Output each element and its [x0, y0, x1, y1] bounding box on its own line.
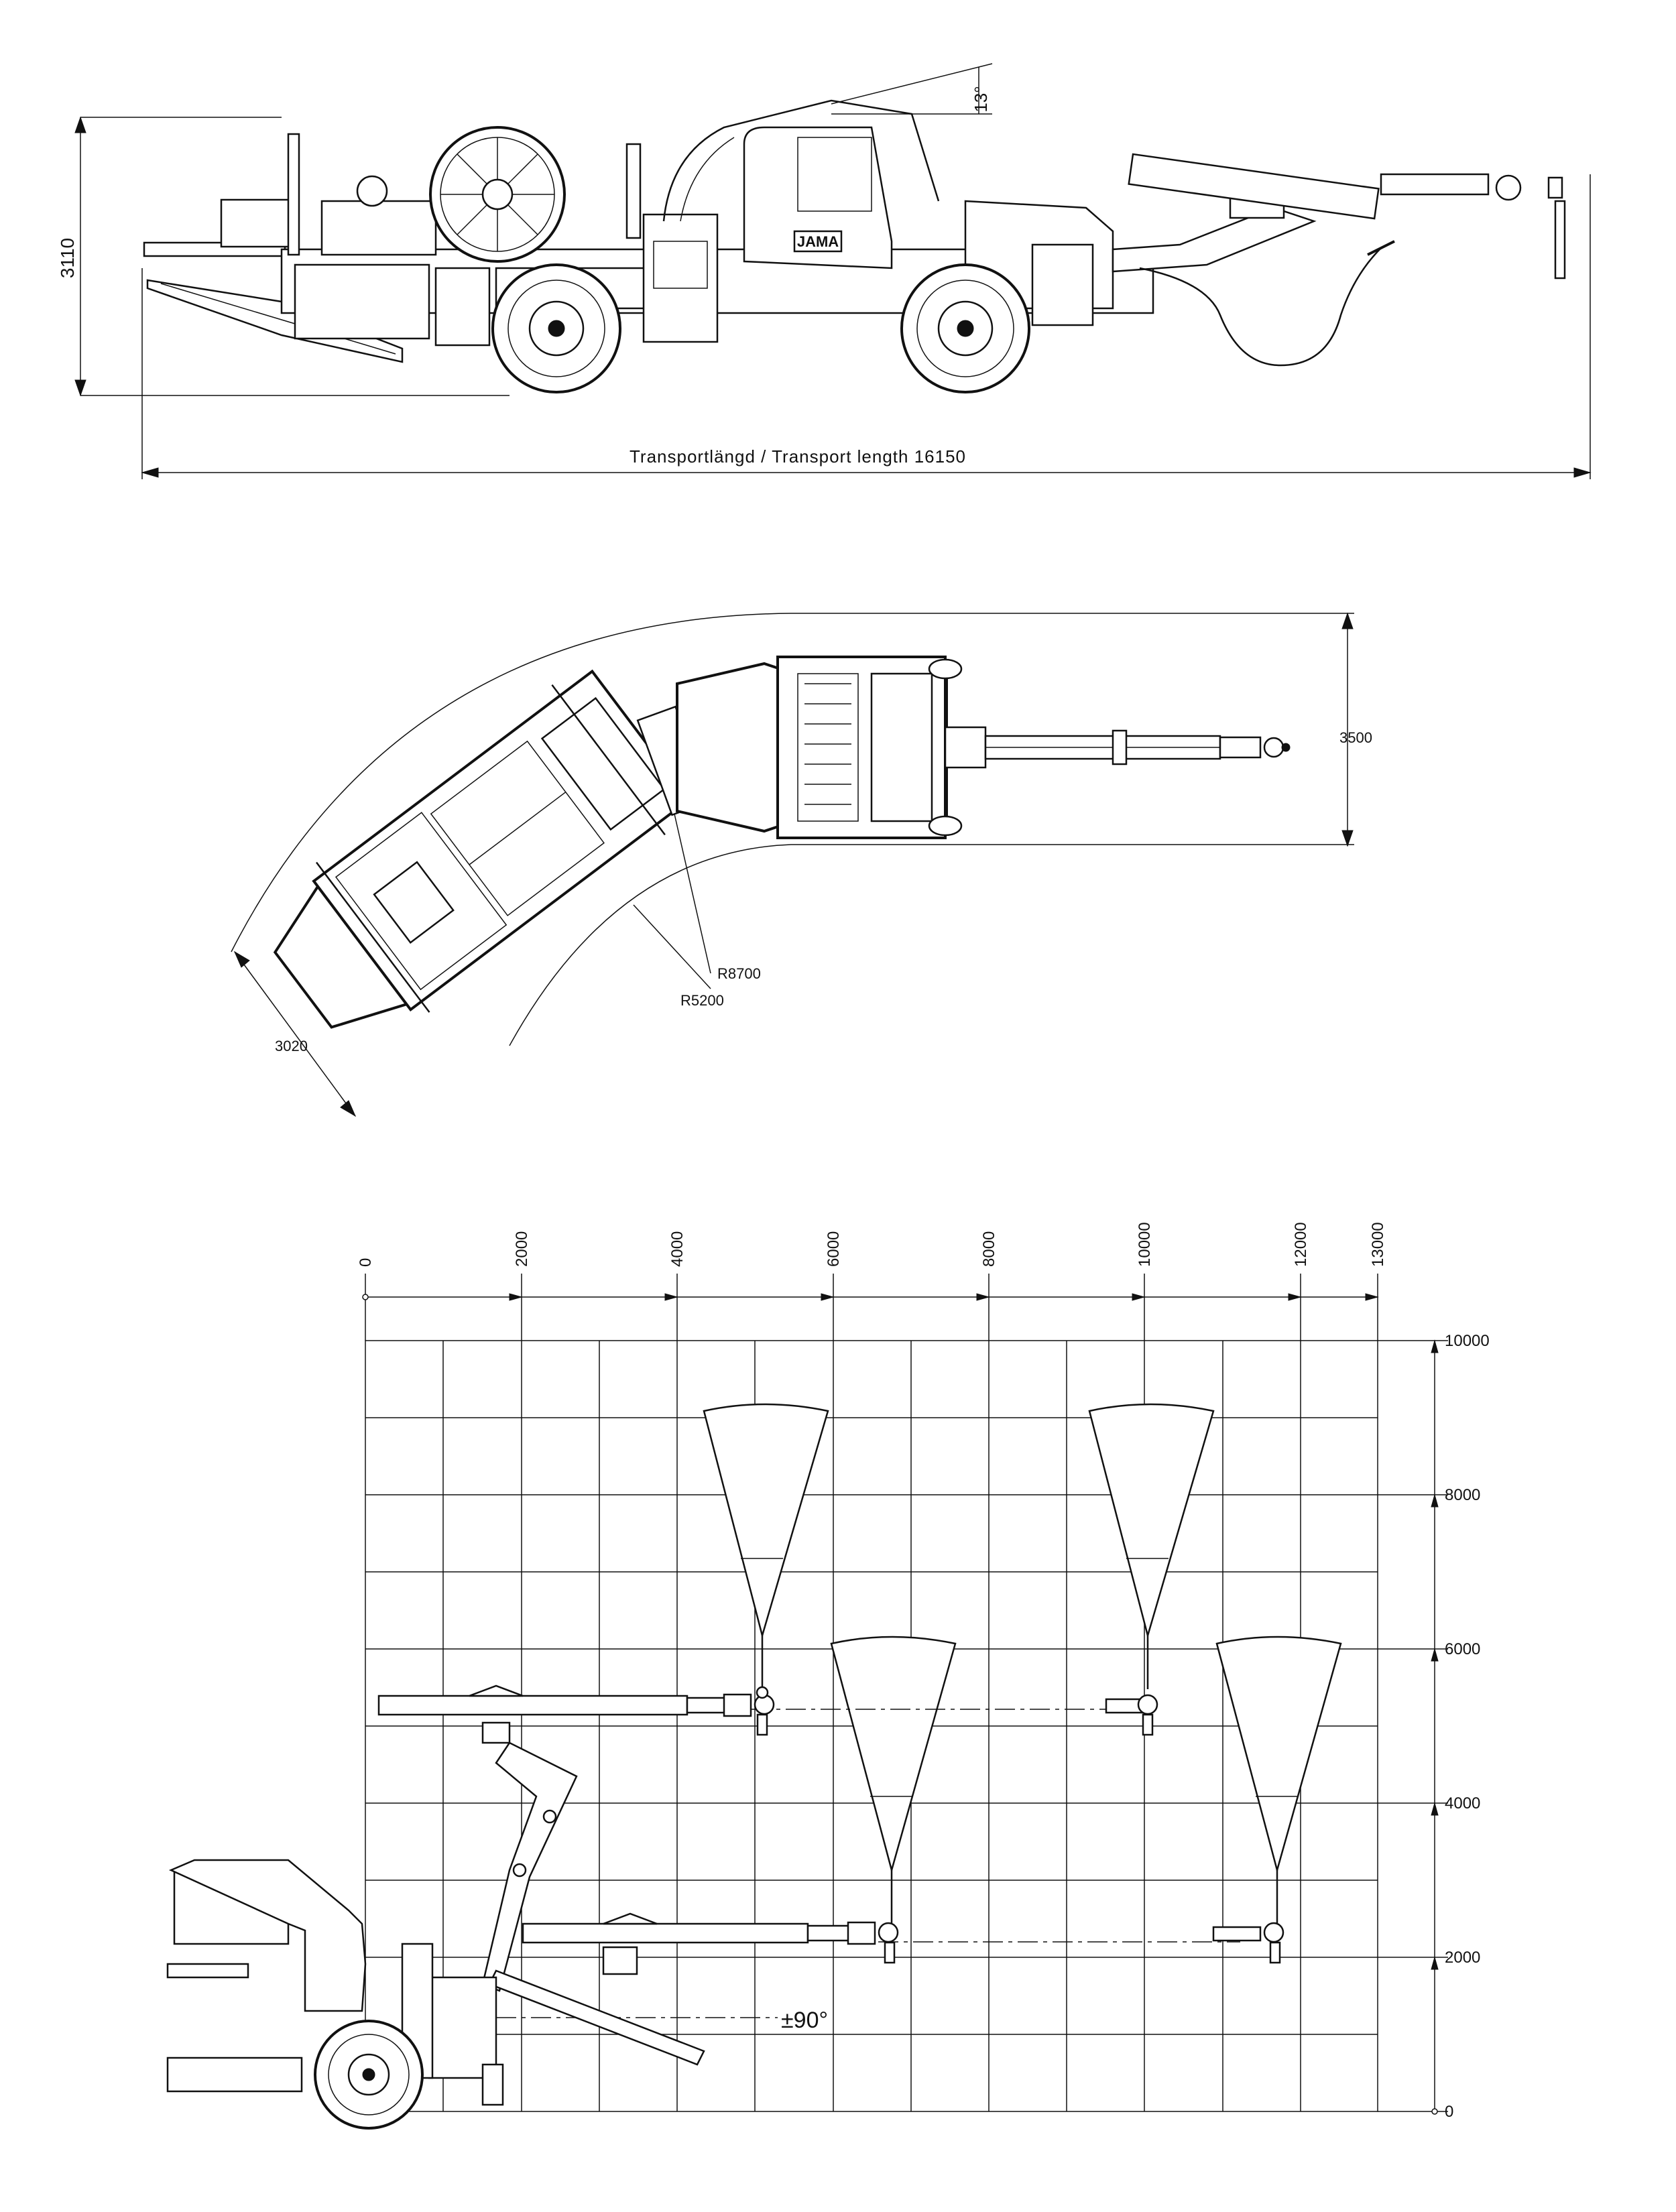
x-tick-label: 10000 [1136, 1222, 1154, 1267]
spray-cone [831, 1637, 955, 1924]
inner-radius-label: R5200 [680, 992, 724, 1009]
x-tick-label: 8000 [980, 1231, 998, 1267]
reach-diagram [168, 1222, 1490, 2128]
x-tick-label: 0 [357, 1257, 375, 1267]
y-tick-label: 10000 [1445, 1332, 1490, 1350]
body-width-label: 3020 [275, 1038, 308, 1054]
height-label: 3110 [57, 237, 78, 279]
carrier-front-view [168, 1860, 503, 2128]
spray-cone [704, 1404, 828, 1689]
x-tick-label: 12000 [1292, 1222, 1310, 1267]
x-tick-label: 13000 [1369, 1222, 1387, 1267]
x-axis [357, 1222, 1387, 1341]
y-axis [1378, 1332, 1490, 2121]
front-unit-top [677, 657, 1290, 838]
length-label: Transportlängd / Transport length 16150 [630, 446, 966, 467]
y-tick-label: 2000 [1445, 1949, 1481, 1967]
y-tick-label: 6000 [1445, 1640, 1481, 1658]
spray-cone [1089, 1404, 1213, 1689]
spray-cone [1217, 1637, 1341, 1924]
cab-logo: JAMA [796, 233, 839, 250]
inner-turning-arc [510, 845, 1354, 1046]
x-tick-label: 4000 [668, 1231, 686, 1267]
rotation-label: ±90° [781, 2008, 829, 2033]
x-tick-label: 6000 [825, 1231, 843, 1267]
boom-upper [379, 1686, 1157, 1743]
rear-unit-top [247, 661, 697, 1065]
x-tick-label: 2000 [513, 1231, 531, 1267]
boom-lower [523, 1914, 1283, 1974]
width-label: 3500 [1339, 729, 1372, 746]
machine-side-view [144, 101, 1565, 392]
angle-label: 13° [971, 86, 991, 113]
boom-angle-dimension [831, 64, 992, 114]
outer-radius-label: R8700 [717, 965, 761, 982]
y-tick-label: 8000 [1445, 1486, 1481, 1504]
side-view [57, 64, 1590, 479]
y-tick-label: 0 [1445, 2103, 1454, 2121]
front-wheel [902, 265, 1029, 392]
top-view [231, 613, 1372, 1116]
y-tick-label: 4000 [1445, 1794, 1481, 1812]
rear-wheel [493, 265, 620, 392]
